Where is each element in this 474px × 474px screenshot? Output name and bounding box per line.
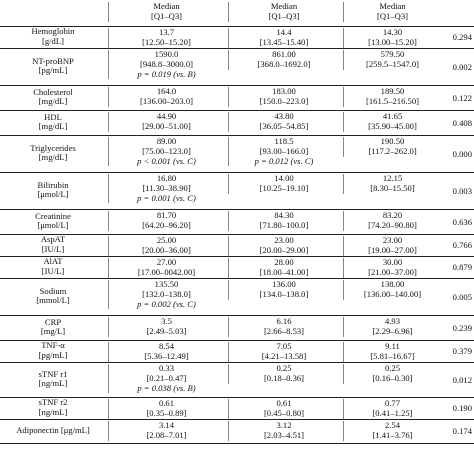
group-b-cell: 6.16 [2.66–8.53] — [228, 317, 339, 337]
table-row-cut — [0, 444, 474, 452]
group-a-cell: 1590.0 [948.8–3000.0] p = 0.019 (vs. B) — [108, 50, 224, 79]
group-a-cell: 3.14 [2.08–7.01] — [108, 421, 224, 441]
group-c-cell: 4.93 [2.29–6.96] — [343, 317, 441, 337]
group-a-cell: 44.90 [29.00–51.00] — [108, 112, 224, 132]
group-a-cell: 0.33 [0.21–0.47] p = 0.038 (vs. B) — [108, 364, 224, 393]
p-value-cell: 0.005 — [452, 291, 472, 302]
group-c-cell: 138.00 [136.00–140.00] — [343, 280, 441, 300]
group-a-cell: 89.00 [75.00–123.0] p < 0.001 (vs. C) — [108, 137, 224, 166]
group-b-cell: 23.00 [20.00–29.00] — [228, 236, 339, 256]
parameter-cell: CRP [mg/L] — [40, 316, 66, 337]
group-b-cell: 14.00 [10.25–19.10] — [228, 174, 339, 194]
group-c-cell: 14.30 [13.00–15.20] — [343, 28, 441, 48]
group-a-cell: 81.70 [64.20–96.20] — [108, 211, 224, 231]
group-c-cell: 41.65 [35.90–45.00] — [343, 112, 441, 132]
table-row — [0, 257, 474, 279]
table-row — [0, 341, 474, 363]
parameter-cell: AspAT [IU/L] — [40, 234, 66, 254]
table-row — [0, 398, 474, 420]
p-value-cell: 0.379 — [452, 346, 472, 356]
p-value-cell: 0.122 — [452, 92, 472, 103]
p-value-cell: 0.003 — [452, 185, 472, 196]
p-value-cell: 0.190 — [452, 403, 472, 413]
table-row — [0, 279, 474, 316]
p-value-cell: 0.000 — [452, 148, 472, 159]
parameter-cell: NT-proBNP [pg/mL] — [32, 55, 74, 76]
p-value-cell: 0.294 — [452, 32, 472, 42]
group-c-cell: 0.25 [0.16–0.30] — [343, 364, 441, 384]
group-a-cell: 135.50 [132.0–138.0] p = 0.002 (vs. C) — [108, 280, 224, 309]
group-c-cell: 23.00 [19.00–27.00] — [343, 236, 441, 256]
p-value-cell: 0.636 — [452, 216, 472, 227]
table-header — [0, 0, 474, 27]
group-a-cell: 0.61 [0.35–0.89] — [108, 399, 224, 419]
group-b-cell: 28.00 [18.00–41.00] — [228, 258, 339, 278]
p-value-cell: 0.408 — [452, 117, 472, 128]
header-col-1: Median [Q1–Q3] — [108, 2, 224, 22]
table-body — [0, 27, 474, 444]
p-value-cell: 0.002 — [452, 61, 472, 72]
parameter-cell: Creatinine [μmol/L] — [35, 210, 71, 231]
table-row — [0, 27, 474, 49]
group-c-cell: 189.50 [161.5–216.50] — [343, 87, 441, 107]
group-a-cell: 16.80 [11.30–38.90] p = 0.001 (vs. C) — [108, 174, 224, 203]
group-b-cell: 0.25 [0.18–0.36] — [228, 364, 339, 384]
parameter-cell: Adiponectin [μg/mL] — [16, 425, 90, 436]
table-row — [0, 363, 474, 398]
group-b-cell: 183.00 [150.0–223.0] — [228, 87, 339, 107]
group-a-cell: 27.00 [17.00–0042.00] — [108, 258, 224, 278]
group-b-cell: 43.80 [36.05–54.85] — [228, 112, 339, 132]
parameter-cell: HDL [mg/dL] — [38, 111, 68, 132]
parameter-cell: TNF-α [pg/mL] — [38, 340, 68, 360]
group-a-cell: 25.00 [20.00–36.00] — [108, 236, 224, 256]
parameter-cell: sTNF r2 [ng/mL] — [38, 397, 68, 417]
group-c-cell: 12.15 [8.30–15.50] — [343, 174, 441, 194]
parameter-cell: Triglycerides [mg/dL] — [30, 142, 76, 163]
group-c-cell: 579.50 [259.5–1547.0] — [343, 50, 441, 70]
table-row — [0, 173, 474, 210]
group-b-cell: 136.00 [134.0–138.0] — [228, 280, 339, 300]
group-c-cell: 190.50 [117.2–262.0] — [343, 137, 441, 157]
group-a-cell: 164.0 [136.00–203.0] — [108, 87, 224, 107]
parameter-cell: sTNF r1 [ng/mL] — [38, 368, 68, 389]
p-value-cell: 0.012 — [452, 374, 472, 385]
p-value-cell: 0.239 — [452, 322, 472, 333]
group-b-cell: 0.61 [0.45–0.80] — [228, 399, 339, 419]
group-b-cell: 861.00 [368.0–1692.0] — [228, 50, 339, 70]
parameter-cell: Bilirubin [μmol/L] — [37, 179, 69, 200]
table-row — [0, 136, 474, 173]
header-col-3: Median [Q1–Q3] — [343, 2, 441, 22]
parameter-cell: Hemoglobin [g/dL] — [31, 26, 75, 46]
group-b-cell: 3.12 [2.03–4.51] — [228, 421, 339, 441]
p-value-cell: 0.766 — [452, 240, 472, 250]
group-c-cell: 9.11 [5.81–16.67] — [343, 342, 441, 362]
group-c-cell: 30.00 [21.00–37.00] — [343, 258, 441, 278]
parameter-cell: Sodium [mmol/L] — [36, 285, 70, 306]
table-row — [0, 235, 474, 257]
group-a-cell: 8.54 [5.36–12.49] — [108, 342, 224, 362]
table-row — [0, 86, 474, 111]
p-value-cell: 0.174 — [452, 426, 472, 436]
table-row — [0, 210, 474, 235]
group-c-cell: 83.20 [74.20–90.80] — [343, 211, 441, 231]
table-row — [0, 420, 474, 444]
group-b-cell: 7.05 [4.21–13.58] — [228, 342, 339, 362]
table-row — [0, 49, 474, 86]
parameter-cell: AlAT [IU/L] — [41, 256, 65, 276]
table-row — [0, 316, 474, 341]
group-a-cell: 13.7 [12.50–15.20] — [108, 28, 224, 48]
header-col-2: Median [Q1–Q3] — [228, 2, 339, 22]
group-b-cell: 14.4 [13.45–15.40] — [228, 28, 339, 48]
p-value-cell: 0.879 — [452, 262, 472, 272]
group-c-cell: 0.77 [0.41–1.25] — [343, 399, 441, 419]
group-c-cell: 2.54 [1.41–3.76] — [343, 421, 441, 441]
group-b-cell: 118.5 [93.00–166.0] p = 0.012 (vs. C) — [228, 137, 339, 166]
table-row — [0, 111, 474, 136]
group-b-cell: 84.30 [71.80–100.0] — [228, 211, 339, 231]
group-a-cell: 3.5 [2.49–5.03] — [108, 317, 224, 337]
parameter-cell: Cholesterol [mg/dL] — [33, 86, 73, 107]
